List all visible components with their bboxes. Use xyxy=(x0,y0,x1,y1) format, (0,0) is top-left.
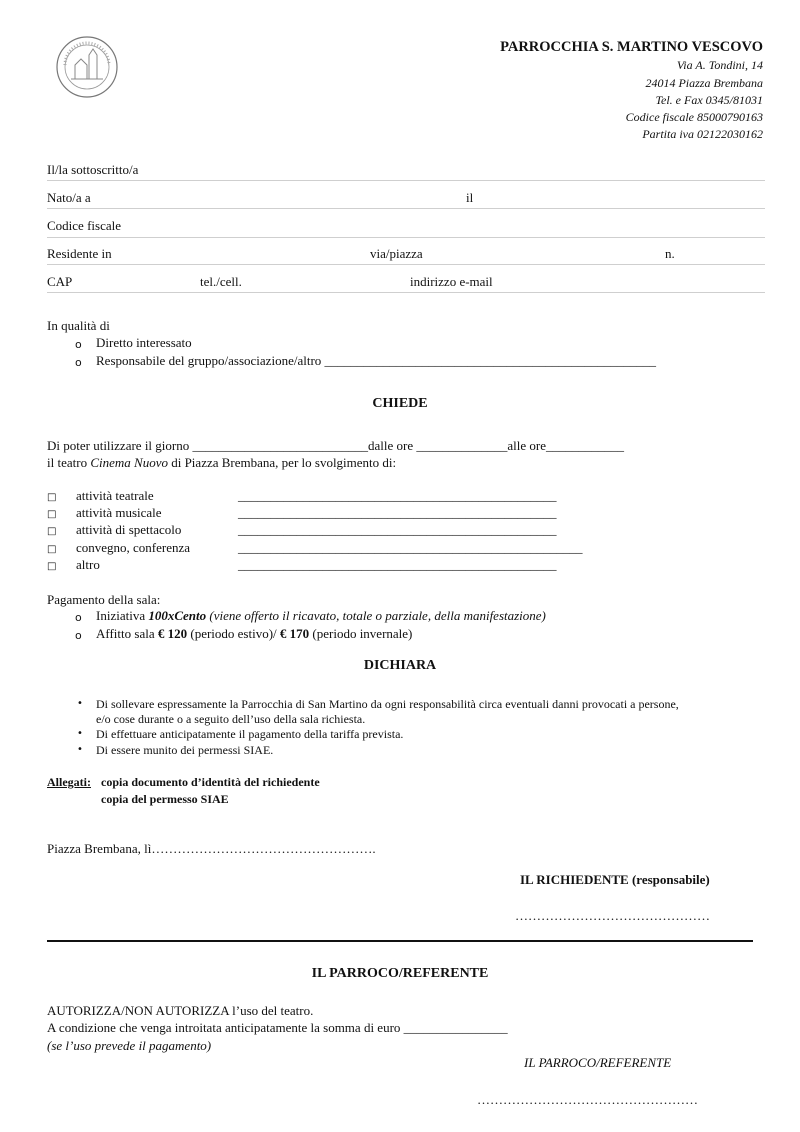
attachments-label: Allegati: xyxy=(47,775,91,789)
checkbox-icon[interactable]: □ xyxy=(47,509,57,520)
activity-label: attività di spettacolo xyxy=(76,522,182,537)
declaration-heading: DICHIARA xyxy=(363,658,437,673)
undersigned-label: Il/la sottoscritto/a xyxy=(47,162,139,177)
parish-signature-dots: …………………………………………… xyxy=(477,1092,698,1107)
place-date-line: Piazza Brembana, lì……………………………………………. xyxy=(47,841,376,856)
activity-blank-line: _________________________________________________ xyxy=(238,522,557,537)
parish-heading: IL PARROCO/REFERENTE xyxy=(311,966,489,981)
parish-tax-code: Codice fiscale 85000790163 xyxy=(625,110,763,124)
payment-condition-note: (se l’uso prevede il pagamento) xyxy=(47,1038,212,1053)
checkbox-icon[interactable]: □ xyxy=(47,526,57,537)
resident-in-label: Residente in xyxy=(47,246,112,261)
capacity-option-responsible: Responsabile del gruppo/associazione/altro ___________________________________________________ xyxy=(96,353,657,368)
circle-bullet-icon[interactable]: o xyxy=(75,356,82,369)
field-line xyxy=(47,264,765,265)
field-line xyxy=(47,237,765,238)
capacity-label: In qualità di xyxy=(47,318,110,333)
section-divider xyxy=(47,940,753,942)
born-in-label: Nato/a a xyxy=(47,190,91,205)
activity-label: attività teatrale xyxy=(76,488,154,503)
parish-phone: Tel. e Fax 0345/81031 xyxy=(655,93,763,107)
parish-name: PARROCCHIA S. MARTINO VESCOVO xyxy=(500,39,763,55)
payment-option-rent: Affitto sala € 120 (periodo estivo)/ € 170 (periodo invernale) xyxy=(96,626,413,641)
activity-blank-line: _________________________________________________ xyxy=(238,488,557,503)
bullet-dot-icon: • xyxy=(77,744,83,755)
declaration-item-liability: Di sollevare espressamente la Parrocchia di San Martino da ogni responsabilità circa eventuali danni provocati a persone, xyxy=(96,697,679,711)
parish-signer-label: IL PARROCO/REFERENTE xyxy=(524,1055,672,1070)
checkbox-icon[interactable]: □ xyxy=(47,492,57,503)
parish-seal-logo xyxy=(55,35,119,99)
activity-blank-line: _____________________________________________________ xyxy=(238,540,583,555)
activity-blank-line: _________________________________________________ xyxy=(238,505,557,520)
checkbox-icon[interactable]: □ xyxy=(47,544,57,555)
applicant-signature-dots: ……………………………………… xyxy=(515,908,710,923)
circle-bullet-icon[interactable]: o xyxy=(75,629,82,642)
activity-label: convegno, conferenza xyxy=(76,540,191,555)
email-label: indirizzo e-mail xyxy=(410,274,493,289)
payment-option-100xcento: Iniziativa 100xCento (viene offerto il ricavato, totale o parziale, della manifestazione) xyxy=(96,608,546,623)
capacity-option-direct: Diretto interessato xyxy=(96,335,192,350)
parish-address-city: 24014 Piazza Brembana xyxy=(645,76,763,90)
payment-condition-line: A condizione che venga introitata anticipatamente la somma di euro ________________ xyxy=(47,1020,508,1035)
field-line xyxy=(47,180,765,181)
circle-bullet-icon[interactable]: o xyxy=(75,611,82,624)
bullet-dot-icon: • xyxy=(77,728,83,739)
parish-address-street: Via A. Tondini, 14 xyxy=(676,58,763,72)
field-line xyxy=(47,208,765,209)
declaration-item-siae: Di essere munito dei permessi SIAE. xyxy=(96,743,274,757)
parish-vat: Partita iva 02122030162 xyxy=(642,127,763,141)
circle-bullet-icon[interactable]: o xyxy=(75,338,82,351)
declaration-item-liability-cont: e/o cose durante o a seguito dell’uso della sala richiesta. xyxy=(96,712,366,726)
activity-blank-line: _________________________________________________ xyxy=(238,557,557,572)
bullet-dot-icon: • xyxy=(77,698,83,709)
payment-label: Pagamento della sala: xyxy=(47,592,161,607)
request-venue-line: il teatro Cinema Nuovo di Piazza Brembana, per lo svolgimento di: xyxy=(47,455,397,470)
request-heading: CHIEDE xyxy=(372,396,428,411)
phone-label: tel./cell. xyxy=(200,274,242,289)
attachment-siae-permit: copia del permesso SIAE xyxy=(101,792,229,806)
declaration-item-payment: Di effettuare anticipatamente il pagamento della tariffa prevista. xyxy=(96,727,404,741)
activity-label: altro xyxy=(76,557,100,572)
applicant-signature-label: IL RICHIEDENTE (responsabile) xyxy=(520,872,710,887)
request-date-time-line: Di poter utilizzare il giorno ___________________________dalle ore ______________alle ore____________ xyxy=(47,438,624,453)
street-label: via/piazza xyxy=(370,246,423,261)
cap-label: CAP xyxy=(47,274,73,289)
activity-label: attività musicale xyxy=(76,505,162,520)
tax-code-label: Codice fiscale xyxy=(47,218,121,233)
house-number-label: n. xyxy=(665,246,675,261)
authorization-line: AUTORIZZA/NON AUTORIZZA l’uso del teatro. xyxy=(47,1003,314,1018)
born-on-label: il xyxy=(466,190,474,205)
checkbox-icon[interactable]: □ xyxy=(47,561,57,572)
attachment-id-document: copia documento d’identità del richiedente xyxy=(101,775,320,789)
field-line xyxy=(47,292,765,293)
